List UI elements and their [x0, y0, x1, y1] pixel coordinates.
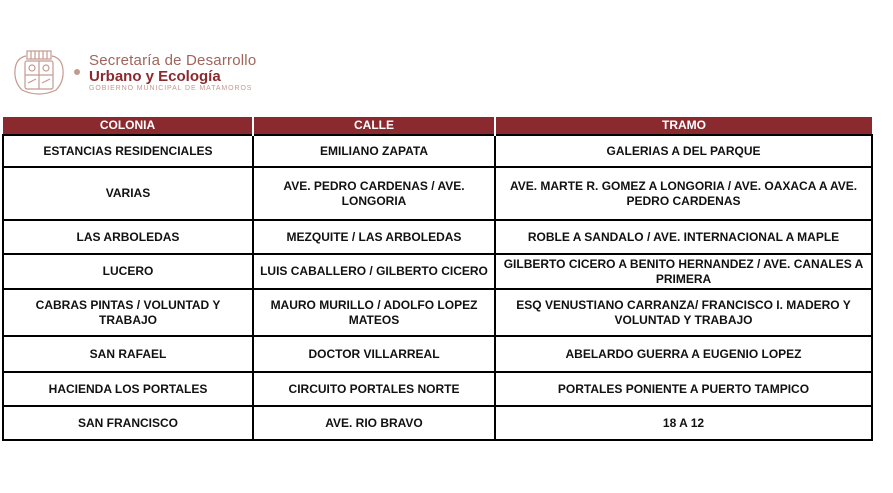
header-subtitle: GOBIERNO MUNICIPAL DE MATAMOROS: [89, 85, 253, 92]
table-row: [3, 220, 872, 254]
cell-colonia: SAN RAFAEL: [3, 336, 253, 372]
cell-calle: EMILIANO ZAPATA: [253, 135, 495, 167]
cell-colonia: VARIAS: [3, 167, 253, 220]
cell-colonia: CABRAS PINTAS / VOLUNTAD Y TRABAJO: [3, 289, 253, 336]
column-header-calle: CALLE: [253, 117, 495, 135]
table-row: [3, 372, 872, 406]
cell-calle: CIRCUITO PORTALES NORTE: [253, 372, 495, 406]
cell-tramo: ABELARDO GUERRA A EUGENIO LOPEZ: [495, 336, 872, 372]
matamoros-coat-of-arms-icon: [12, 48, 66, 96]
cell-colonia: LAS ARBOLEDAS: [3, 220, 253, 254]
cell-calle: MAURO MURILLO / ADOLFO LOPEZ MATEOS: [253, 289, 495, 336]
table-row: [3, 289, 872, 336]
cell-tramo: 18 A 12: [495, 406, 872, 440]
cell-calle: DOCTOR VILLARREAL: [253, 336, 495, 372]
table-row: [3, 254, 872, 289]
column-header-tramo: TRAMO: [495, 117, 872, 135]
cell-tramo: ESQ VENUSTIANO CARRANZA/ FRANCISCO I. MADERO Y VOLUNTAD Y TRABAJO: [495, 289, 872, 336]
separator-dot: [74, 69, 80, 75]
cell-tramo: GILBERTO CICERO A BENITO HERNANDEZ / AVE. CANALES A PRIMERA: [495, 254, 872, 289]
cell-colonia: LUCERO: [3, 254, 253, 289]
cell-tramo: PORTALES PONIENTE A PUERTO TAMPICO: [495, 372, 872, 406]
table-row: [3, 336, 872, 372]
cell-tramo: GALERIAS A DEL PARQUE: [495, 135, 872, 167]
streets-table: [2, 117, 873, 441]
header: [12, 46, 312, 96]
cell-calle: AVE. RIO BRAVO: [253, 406, 495, 440]
cell-calle: LUIS CABALLERO / GILBERTO CICERO: [253, 254, 495, 289]
cell-tramo: AVE. MARTE R. GOMEZ A LONGORIA / AVE. OAXACA A AVE. PEDRO CARDENAS: [495, 167, 872, 220]
table-row: [3, 135, 872, 167]
table-row: [3, 406, 872, 440]
cell-calle: MEZQUITE / LAS ARBOLEDAS: [253, 220, 495, 254]
cell-tramo: ROBLE A SANDALO / AVE. INTERNACIONAL A MAPLE: [495, 220, 872, 254]
cell-colonia: ESTANCIAS RESIDENCIALES: [3, 135, 253, 167]
cell-colonia: HACIENDA LOS PORTALES: [3, 372, 253, 406]
table-row: [3, 167, 872, 220]
cell-calle: AVE. PEDRO CARDENAS / AVE. LONGORIA: [253, 167, 495, 220]
header-title-line2: Urbano y Ecología: [89, 68, 221, 85]
header-title-line1: Secretaría de Desarrollo: [89, 52, 257, 69]
column-header-colonia: COLONIA: [3, 117, 253, 135]
cell-colonia: SAN FRANCISCO: [3, 406, 253, 440]
table-header-row: [3, 117, 872, 135]
